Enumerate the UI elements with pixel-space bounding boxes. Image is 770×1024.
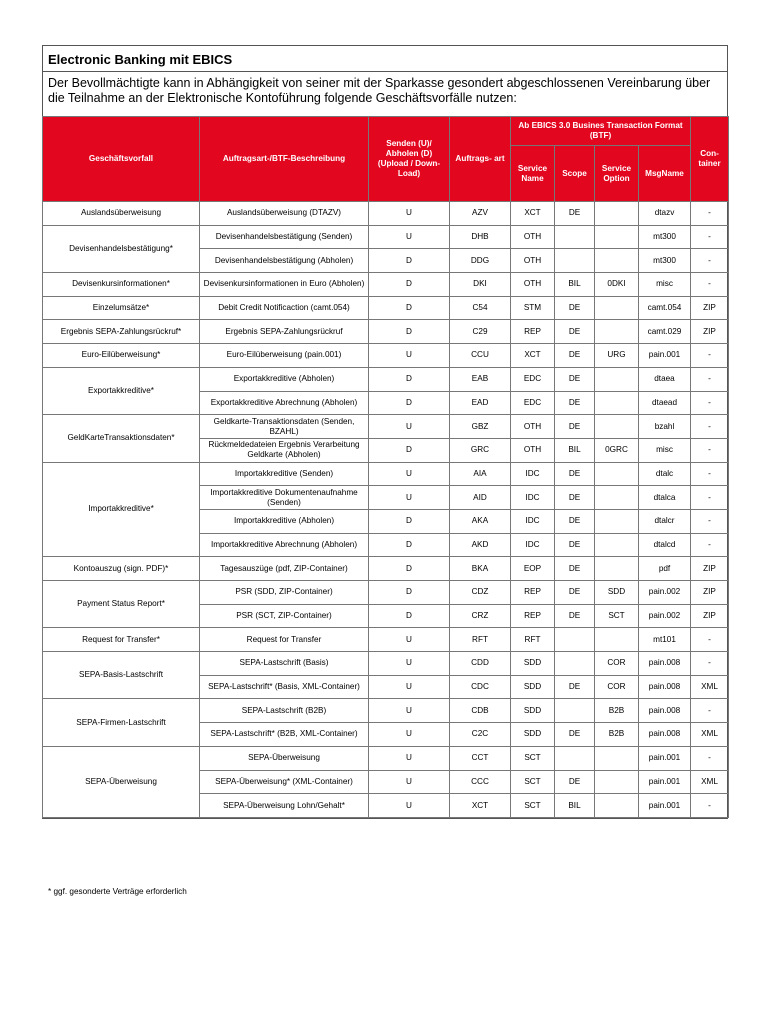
- table-row: [43, 652, 729, 676]
- description-cell: SEPA-Überweisung* (XML-Container): [200, 770, 369, 794]
- service-option-cell: [595, 249, 639, 273]
- order-type-cell: AIA: [450, 462, 511, 486]
- order-type-cell: C29: [450, 320, 511, 344]
- msg-name-cell: mt300: [639, 225, 691, 249]
- service-name-cell: OTH: [511, 415, 555, 439]
- service-name-cell: IDC: [511, 486, 555, 510]
- description-cell: Debit Credit Notificaction (camt.054): [200, 296, 369, 320]
- scope-cell: DE: [555, 533, 595, 557]
- upload-download-cell: U: [369, 225, 450, 249]
- upload-download-cell: U: [369, 746, 450, 770]
- msg-name-cell: pdf: [639, 557, 691, 581]
- service-option-cell: [595, 462, 639, 486]
- header-btf-group: Ab EBICS 3.0 Busines Transaction Format (BTF): [511, 117, 691, 146]
- service-option-cell: [595, 557, 639, 581]
- service-option-cell: [595, 320, 639, 344]
- container-cell: -: [691, 273, 729, 297]
- upload-download-cell: D: [369, 557, 450, 581]
- description-cell: Importakkreditive (Abholen): [200, 509, 369, 533]
- business-case-cell: Ergebnis SEPA-Zahlungsrückruf*: [43, 320, 200, 344]
- msg-name-cell: dtaea: [639, 367, 691, 391]
- service-name-cell: STM: [511, 296, 555, 320]
- service-option-cell: [595, 770, 639, 794]
- scope-cell: [555, 746, 595, 770]
- order-type-cell: AKA: [450, 509, 511, 533]
- msg-name-cell: dtalcr: [639, 509, 691, 533]
- table-row: [43, 699, 729, 723]
- scope-cell: [555, 225, 595, 249]
- msg-name-cell: mt300: [639, 249, 691, 273]
- container-cell: -: [691, 794, 729, 818]
- business-case-cell: Exportakkreditive*: [43, 367, 200, 414]
- table-row: [43, 367, 729, 391]
- upload-download-cell: D: [369, 604, 450, 628]
- container-cell: XML: [691, 723, 729, 747]
- description-cell: Auslandsüberweisung (DTAZV): [200, 202, 369, 226]
- description-cell: SEPA-Überweisung: [200, 746, 369, 770]
- upload-download-cell: D: [369, 249, 450, 273]
- document-title: Electronic Banking mit EBICS: [43, 46, 727, 72]
- scope-cell: [555, 249, 595, 273]
- footnote: * ggf. gesonderte Verträge erforderlich: [48, 887, 187, 896]
- order-type-cell: GRC: [450, 438, 511, 462]
- order-type-cell: AID: [450, 486, 511, 510]
- order-type-cell: GBZ: [450, 415, 511, 439]
- container-cell: -: [691, 391, 729, 415]
- container-cell: -: [691, 652, 729, 676]
- upload-download-cell: U: [369, 415, 450, 439]
- upload-download-cell: U: [369, 699, 450, 723]
- service-name-cell: SCT: [511, 794, 555, 818]
- order-type-cell: BKA: [450, 557, 511, 581]
- msg-name-cell: dtazv: [639, 202, 691, 226]
- description-cell: Rückmeldedateien Ergebnis Verarbeitung Geldkarte (Abholen): [200, 438, 369, 462]
- container-cell: -: [691, 533, 729, 557]
- document-frame: [42, 45, 728, 819]
- upload-download-cell: D: [369, 581, 450, 605]
- service-option-cell: COR: [595, 652, 639, 676]
- business-case-cell: Devisenhandelsbestätigung*: [43, 225, 200, 272]
- scope-cell: DE: [555, 202, 595, 226]
- upload-download-cell: U: [369, 344, 450, 368]
- upload-download-cell: D: [369, 296, 450, 320]
- description-cell: PSR (SDD, ZIP-Container): [200, 581, 369, 605]
- service-option-cell: SDD: [595, 581, 639, 605]
- msg-name-cell: dtalca: [639, 486, 691, 510]
- msg-name-cell: dtaead: [639, 391, 691, 415]
- upload-download-cell: D: [369, 438, 450, 462]
- service-name-cell: SDD: [511, 652, 555, 676]
- service-option-cell: URG: [595, 344, 639, 368]
- business-case-cell: SEPA-Firmen-Lastschrift: [43, 699, 200, 746]
- scope-cell: DE: [555, 675, 595, 699]
- description-cell: SEPA-Lastschrift (B2B): [200, 699, 369, 723]
- service-option-cell: [595, 746, 639, 770]
- table-row: [43, 746, 729, 770]
- msg-name-cell: misc: [639, 273, 691, 297]
- service-name-cell: RFT: [511, 628, 555, 652]
- description-cell: Devisenkursinformationen in Euro (Abholen): [200, 273, 369, 297]
- msg-name-cell: pain.001: [639, 746, 691, 770]
- scope-cell: [555, 628, 595, 652]
- header-service-option: Service Option: [595, 146, 639, 202]
- scope-cell: BIL: [555, 273, 595, 297]
- upload-download-cell: D: [369, 367, 450, 391]
- container-cell: XML: [691, 675, 729, 699]
- table-row: [43, 415, 729, 439]
- business-case-cell: Euro-Eilüberweisung*: [43, 344, 200, 368]
- service-option-cell: [595, 415, 639, 439]
- order-type-cell: AKD: [450, 533, 511, 557]
- msg-name-cell: pain.008: [639, 699, 691, 723]
- table-row: [43, 296, 729, 320]
- msg-name-cell: bzahl: [639, 415, 691, 439]
- header-scope: Scope: [555, 146, 595, 202]
- order-type-cell: CRZ: [450, 604, 511, 628]
- upload-download-cell: U: [369, 628, 450, 652]
- description-cell: SEPA-Lastschrift* (B2B, XML-Container): [200, 723, 369, 747]
- table-body: [43, 202, 729, 818]
- scope-cell: DE: [555, 723, 595, 747]
- scope-cell: DE: [555, 557, 595, 581]
- scope-cell: [555, 699, 595, 723]
- business-case-cell: Payment Status Report*: [43, 581, 200, 628]
- service-name-cell: SDD: [511, 675, 555, 699]
- upload-download-cell: U: [369, 723, 450, 747]
- service-option-cell: SCT: [595, 604, 639, 628]
- description-cell: Devisenhandelsbestätigung (Senden): [200, 225, 369, 249]
- description-cell: Tagesauszüge (pdf, ZIP-Container): [200, 557, 369, 581]
- service-name-cell: IDC: [511, 509, 555, 533]
- order-type-cell: DKI: [450, 273, 511, 297]
- service-name-cell: EOP: [511, 557, 555, 581]
- container-cell: -: [691, 699, 729, 723]
- description-cell: Importakkreditive (Senden): [200, 462, 369, 486]
- upload-download-cell: D: [369, 391, 450, 415]
- upload-download-cell: U: [369, 652, 450, 676]
- scope-cell: DE: [555, 344, 595, 368]
- container-cell: ZIP: [691, 604, 729, 628]
- description-cell: SEPA-Lastschrift* (Basis, XML-Container): [200, 675, 369, 699]
- msg-name-cell: pain.001: [639, 344, 691, 368]
- msg-name-cell: camt.029: [639, 320, 691, 344]
- table-row: [43, 628, 729, 652]
- header-container: Con- tainer: [691, 117, 729, 202]
- msg-name-cell: dtalc: [639, 462, 691, 486]
- order-type-cell: EAB: [450, 367, 511, 391]
- business-case-cell: GeldKarteTransaktionsdaten*: [43, 415, 200, 462]
- table-row: [43, 320, 729, 344]
- upload-download-cell: D: [369, 509, 450, 533]
- service-option-cell: [595, 391, 639, 415]
- upload-download-cell: U: [369, 202, 450, 226]
- service-name-cell: SDD: [511, 699, 555, 723]
- scope-cell: DE: [555, 462, 595, 486]
- order-type-cell: AZV: [450, 202, 511, 226]
- order-type-cell: C54: [450, 296, 511, 320]
- description-cell: Exportakkreditive Abrechnung (Abholen): [200, 391, 369, 415]
- order-type-cell: C2C: [450, 723, 511, 747]
- scope-cell: DE: [555, 367, 595, 391]
- service-name-cell: XCT: [511, 202, 555, 226]
- service-name-cell: REP: [511, 581, 555, 605]
- container-cell: -: [691, 746, 729, 770]
- description-cell: PSR (SCT, ZIP-Container): [200, 604, 369, 628]
- order-type-cell: EAD: [450, 391, 511, 415]
- service-name-cell: EDC: [511, 391, 555, 415]
- service-name-cell: SCT: [511, 746, 555, 770]
- container-cell: ZIP: [691, 581, 729, 605]
- msg-name-cell: mt101: [639, 628, 691, 652]
- container-cell: -: [691, 438, 729, 462]
- scope-cell: DE: [555, 296, 595, 320]
- scope-cell: DE: [555, 486, 595, 510]
- service-option-cell: [595, 486, 639, 510]
- container-cell: -: [691, 202, 729, 226]
- description-cell: Importakkreditive Dokumentenaufnahme (Senden): [200, 486, 369, 510]
- description-cell: Devisenhandelsbestätigung (Abholen): [200, 249, 369, 273]
- service-option-cell: B2B: [595, 699, 639, 723]
- msg-name-cell: pain.008: [639, 675, 691, 699]
- service-name-cell: REP: [511, 604, 555, 628]
- description-cell: Geldkarte-Transaktionsdaten (Senden, BZAHL): [200, 415, 369, 439]
- container-cell: -: [691, 249, 729, 273]
- scope-cell: DE: [555, 320, 595, 344]
- upload-download-cell: U: [369, 770, 450, 794]
- header-auftragsart: Auftragsart-/BTF-Beschreibung: [200, 117, 369, 202]
- order-type-cell: XCT: [450, 794, 511, 818]
- service-name-cell: XCT: [511, 344, 555, 368]
- table-row: [43, 557, 729, 581]
- service-option-cell: COR: [595, 675, 639, 699]
- scope-cell: BIL: [555, 794, 595, 818]
- service-option-cell: [595, 794, 639, 818]
- container-cell: XML: [691, 770, 729, 794]
- order-type-cell: CDB: [450, 699, 511, 723]
- description-cell: SEPA-Lastschrift (Basis): [200, 652, 369, 676]
- service-option-cell: [595, 628, 639, 652]
- msg-name-cell: pain.008: [639, 652, 691, 676]
- order-type-cell: CDC: [450, 675, 511, 699]
- upload-download-cell: D: [369, 533, 450, 557]
- container-cell: ZIP: [691, 320, 729, 344]
- service-option-cell: [595, 509, 639, 533]
- service-option-cell: [595, 296, 639, 320]
- table-row: [43, 225, 729, 249]
- service-name-cell: REP: [511, 320, 555, 344]
- upload-download-cell: U: [369, 794, 450, 818]
- msg-name-cell: pain.001: [639, 794, 691, 818]
- description-cell: Importakkreditive Abrechnung (Abholen): [200, 533, 369, 557]
- header-auftragsart-code: Auftrags- art: [450, 117, 511, 202]
- description-cell: SEPA-Überweisung Lohn/Gehalt*: [200, 794, 369, 818]
- business-case-cell: Devisenkursinformationen*: [43, 273, 200, 297]
- business-case-cell: Request for Transfer*: [43, 628, 200, 652]
- msg-name-cell: dtalcd: [639, 533, 691, 557]
- container-cell: -: [691, 509, 729, 533]
- header-senden: Senden (U)/ Abholen (D) (Upload / Down- Load): [369, 117, 450, 202]
- msg-name-cell: pain.001: [639, 770, 691, 794]
- service-name-cell: IDC: [511, 533, 555, 557]
- order-type-cell: CCC: [450, 770, 511, 794]
- scope-cell: [555, 652, 595, 676]
- header-msg-name: MsgName: [639, 146, 691, 202]
- scope-cell: DE: [555, 391, 595, 415]
- business-case-cell: Auslandsüberweisung: [43, 202, 200, 226]
- order-type-cell: CDD: [450, 652, 511, 676]
- container-cell: -: [691, 628, 729, 652]
- order-type-cell: CCT: [450, 746, 511, 770]
- scope-cell: BIL: [555, 438, 595, 462]
- scope-cell: DE: [555, 770, 595, 794]
- order-type-cell: CDZ: [450, 581, 511, 605]
- upload-download-cell: D: [369, 273, 450, 297]
- ebics-table: [42, 116, 729, 818]
- container-cell: ZIP: [691, 557, 729, 581]
- container-cell: -: [691, 415, 729, 439]
- msg-name-cell: pain.002: [639, 581, 691, 605]
- service-name-cell: OTH: [511, 225, 555, 249]
- service-name-cell: OTH: [511, 273, 555, 297]
- order-type-cell: RFT: [450, 628, 511, 652]
- msg-name-cell: pain.002: [639, 604, 691, 628]
- intro-text: Der Bevollmächtigte kann in Abhängigkeit von seiner mit der Sparkasse gesondert abgeschlossenen Vereinbarung über die Teilnahme an der Elektronische Kontoführung folgende Geschäftsvorfälle nutzen:: [48, 76, 711, 105]
- service-option-cell: [595, 225, 639, 249]
- upload-download-cell: U: [369, 462, 450, 486]
- description-cell: Ergebnis SEPA-Zahlungsrückruf: [200, 320, 369, 344]
- upload-download-cell: U: [369, 486, 450, 510]
- business-case-cell: Importakkreditive*: [43, 462, 200, 557]
- service-option-cell: B2B: [595, 723, 639, 747]
- upload-download-cell: U: [369, 675, 450, 699]
- service-name-cell: OTH: [511, 249, 555, 273]
- container-cell: -: [691, 344, 729, 368]
- business-case-cell: Kontoauszug (sign. PDF)*: [43, 557, 200, 581]
- service-option-cell: 0DKI: [595, 273, 639, 297]
- description-cell: Request for Transfer: [200, 628, 369, 652]
- service-name-cell: SDD: [511, 723, 555, 747]
- service-option-cell: [595, 202, 639, 226]
- service-name-cell: EDC: [511, 367, 555, 391]
- msg-name-cell: misc: [639, 438, 691, 462]
- order-type-cell: DDG: [450, 249, 511, 273]
- container-cell: -: [691, 367, 729, 391]
- container-cell: -: [691, 462, 729, 486]
- table-row: [43, 462, 729, 486]
- service-name-cell: OTH: [511, 438, 555, 462]
- header-service-name: Service Name: [511, 146, 555, 202]
- table-row: [43, 581, 729, 605]
- order-type-cell: DHB: [450, 225, 511, 249]
- container-cell: ZIP: [691, 296, 729, 320]
- business-case-cell: SEPA-Basis-Lastschrift: [43, 652, 200, 699]
- table-row: [43, 202, 729, 226]
- service-option-cell: [595, 367, 639, 391]
- service-option-cell: [595, 533, 639, 557]
- scope-cell: DE: [555, 581, 595, 605]
- service-name-cell: IDC: [511, 462, 555, 486]
- description-cell: Exportakkreditive (Abholen): [200, 367, 369, 391]
- table-row: [43, 273, 729, 297]
- business-case-cell: SEPA-Überweisung: [43, 746, 200, 817]
- description-cell: Euro-Eilüberweisung (pain.001): [200, 344, 369, 368]
- scope-cell: DE: [555, 604, 595, 628]
- container-cell: -: [691, 225, 729, 249]
- scope-cell: DE: [555, 509, 595, 533]
- upload-download-cell: D: [369, 320, 450, 344]
- table-row: [43, 344, 729, 368]
- msg-name-cell: camt.054: [639, 296, 691, 320]
- service-name-cell: SCT: [511, 770, 555, 794]
- scope-cell: DE: [555, 415, 595, 439]
- msg-name-cell: pain.008: [639, 723, 691, 747]
- header-geschaeftsvorfall: Geschäftsvorfall: [43, 117, 200, 202]
- service-option-cell: 0GRC: [595, 438, 639, 462]
- order-type-cell: CCU: [450, 344, 511, 368]
- container-cell: -: [691, 486, 729, 510]
- business-case-cell: Einzelumsätze*: [43, 296, 200, 320]
